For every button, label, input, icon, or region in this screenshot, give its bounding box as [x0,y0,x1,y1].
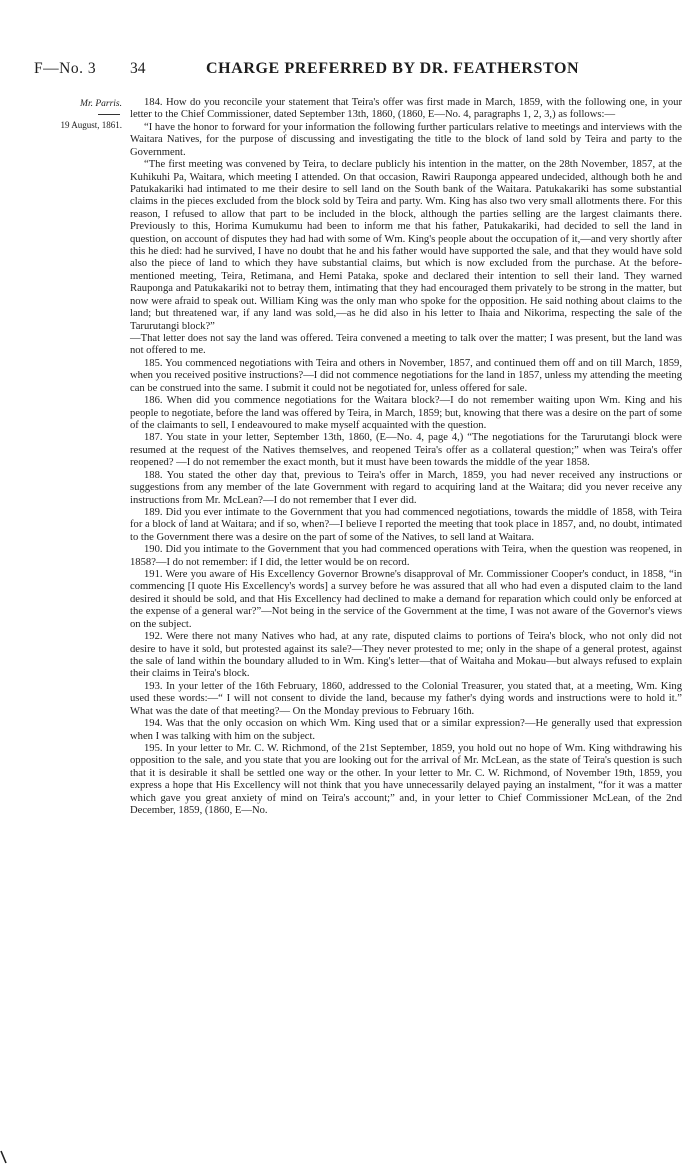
quote-paragraph-1: “I have the honor to forward for your information the following further particulars relative to meetings and interviews with the Waitara Natives, for the purpose of discussing and investigating the title to the block of land sold by Teira and party to the Government. [130,121,682,158]
page-number: 34 [130,60,146,77]
paragraph-194: 194. Was that the only occasion on which Wm. King used that or a similar expression?—He generally used that expression when I was talking with him on the subject. [130,718,682,742]
paragraph-187: 187. You state in your letter, September 13th, 1860, (E—No. 4, page 4,) “The negotiations for the Tarurutangi block were resumed at the request of the Natives themselves, and reopened Teira's offer as a collateral question;” when was Teira's offer reopened? —I do not remember the exact month, but it must have been towards the middle of the year 1858. [130,432,682,469]
paragraph-185: 185. You commenced negotiations with Teira and others in November, 1857, and continued them off and on till March, 1859, when you received positive instructions?—I did not commence negotiations for the land in 1857, unless my attending the meeting can be construed into the same. I submit it could not be negotiated for, unless offered for sale. [130,357,682,394]
scan-artifact-mark [0,1150,10,1164]
paragraph-189: 189. Did you ever intimate to the Government that you had commenced negotiations, towards the middle of 1858, with Teira for a block of land at Waitara; and if so, when?—I believe I reported the meeting that took place in 1857, and, no doubt, intimated to the Government there was a desire on the part of some of the Natives, to sell land at Waitara. [130,506,682,543]
body-text [130,97,682,817]
paragraph-193: 193. In your letter of the 16th February, 1860, addressed to the Colonial Treasurer, you stated that, at a meeting, Wm. King used these words:—“ I will not consent to divide the land, because my father's dying words and instructions were to hold it.” What was the date of that meeting?— On the Monday previous to February 16th. [130,680,682,717]
paragraph-186: 186. When did you commence negotiations for the Waitara block?—I do not remember waiting upon Wm. King and his people to negotiate, before the land was offered by Teira, in March, 1859; but, knowing that there was a desire on the part of some of the claimants to sell, I endeavoured to make myself acquainted with the question. [130,395,682,431]
paragraph-184: 184. How do you reconcile your statement that Teira's offer was first made in March, 1859, with the following one, in your letter to the Chief Commissioner, dated September 13th, 1860, (1860, E—No. 4, paragraphs 1, 2, 3,) as follows:— [130,97,682,121]
paragraph-188: 188. You stated the other day that, previous to Teira's offer in March, 1859, you had never received any instructions or suggestions from any member of the late Government with regard to acquiring land at the Waitara; did you never receive any instructions from Mr. McLean?—I do not remember that I ever did. [130,469,682,506]
page-header [34,60,674,84]
answer-184: —That letter does not say the land was offered. Teira convened a meeting to talk over the matter; I was present, but the land was not offered to me. [130,333,682,357]
paragraph-192: 192. Were there not many Natives who had, at any rate, disputed claims to portions of Teira's block, who not only did not desire to have it sold, but protested against its sale?—They never protested to me; only in the shape of a general protest, against the sale of land within the boundary alluded to in Wm. King's letter—that of Waitaha and Mokau—but always refused to explain their claims in Teira's block. [130,631,682,680]
paragraph-191: 191. Were you aware of His Excellency Governor Browne's disapproval of Mr. Commissioner Cooper's conduct, in 1858, “in commencing [I quote His Excellency's words] a survey before he was assured that all who had even a disputed claim to the land desired it should be sold, and that His Excellency had declined to make a demand for reparation which could only be enforced at the expense of a general war?”—Not being in the service of the Government at the time, I was not aware of the Governor's views on the subject. [130,569,682,630]
margin-divider [98,114,120,115]
page-title: CHARGE PREFERRED BY DR. FEATHERSTON [206,60,580,77]
margin-witness-name: Mr. Parris. [80,99,122,109]
document-reference: F—No. 3 [34,60,97,77]
quote-paragraph-2: “The first meeting was convened by Teira, to declare publicly his intention in the matter, on the 28th November, 1857, at the Kuhikuhi Pa, Waitara, which meeting I attended. On that occasion, Rawiri Rauponga appeared undecided, although both he and Patukakariki had intimated to me their desire to sell land on the South bank of the Waitara. Patukakariki has some substantial claims in the pieces excluded from the block sold by Teira and party. Wm. King has also two very small allotments there. For this reason, I refused to allow that part to be included in the block, although the parties selling are the largest claimants there. Previously to this, Horima Kumukumu had been to inform me that his father, Patukakariki, had decided to sell the land in question, on account of disputes they had had with some of Wm. King's people about the occupation of it,—and very shortly after this he died: had he survived, I have no doubt that he and his father would have supported the sale, and that they would have sold also the piece of land to which they have substantial claims, but which is now excluded from the purchase. At the before-mentioned meeting, Teira, Retimana, and Hemi Pataka, spoke and declared their intention to sell their land. They warned Rauponga and Patukakariki not to betray them, intimating that they had encouraged them privately to be strong in the matter, but now were afraid to speak out. William King was the only man who spoke for the opposition. He said nothing about claims to the land; but threatened war, if any land was sold,—as he did also in his letter to Ihaia and Nikorima, respecting the sale of the Tarurutangi block?” [130,159,682,332]
paragraph-190: 190. Did you intimate to the Government that you had commenced operations with Teira, when the question was reopened, in 1858?—I do not remember: if I did, the letter would be on record. [130,544,682,568]
paragraph-195: 195. In your letter to Mr. C. W. Richmond, of the 21st September, 1859, you hold out no hope of Wm. King withdrawing his opposition to the sale, and you state that you are looking out for the arrival of Mr. McLean, as the state of Teira's question is such that it is desirable it shall be settled one way or the other. In your letter to Mr. C. W. Richmond, of November 19th, 1859, you express a hope that His Excellency will not think that you have unnecessarily delayed paying an instalment, “for it was a matter which gave you great anxiety of mind on Teira's account;” and, in your letter to Chief Commissioner McLean, of the 2nd December, 1859, (1860, E—No. [130,742,682,817]
margin-date: 19 August, 1861. [60,120,122,130]
